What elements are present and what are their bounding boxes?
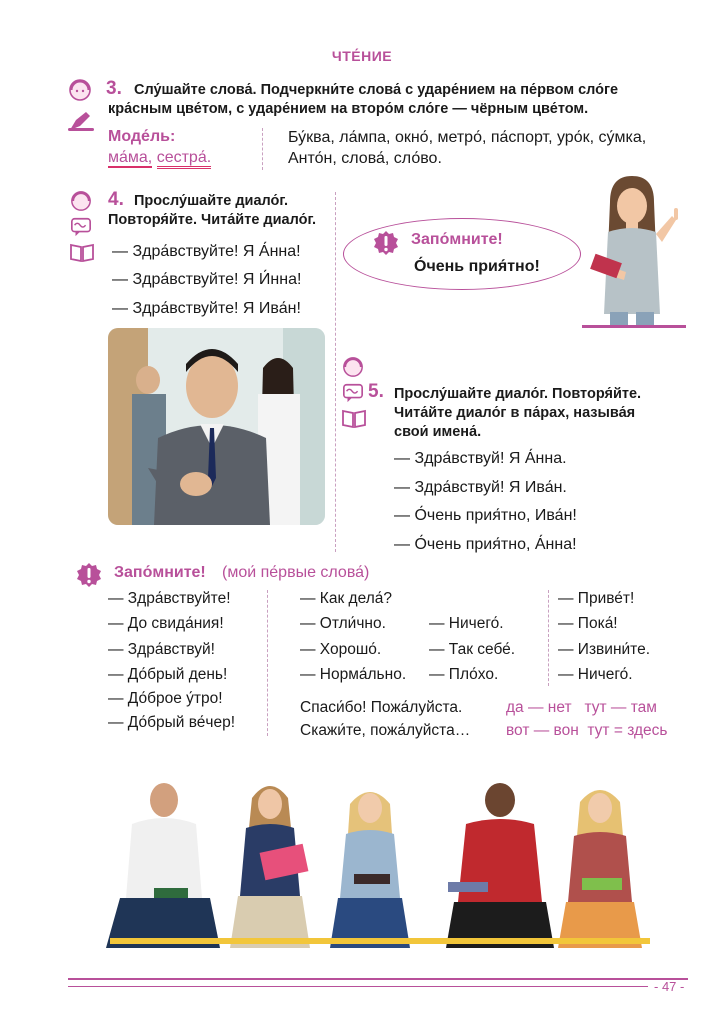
dialog-line: — Здра́вствуй! Я Ива́н. — [394, 479, 567, 496]
phrase-item: — До́брое у́тро! — [108, 690, 223, 707]
dialog-line: — Здра́вствуйте! Я Ива́н! — [112, 300, 301, 317]
businessman-handshake-photo — [108, 328, 325, 525]
listen-icon — [70, 190, 92, 212]
remember-title: Запо́мните! — [411, 231, 503, 248]
phrase-item: — Так себе́. — [429, 641, 516, 658]
write-hand-icon — [68, 108, 90, 130]
model-example — [108, 149, 211, 167]
exercise-instruction: свои́ имена́. — [394, 424, 482, 440]
phrase-item: — До́брый день! — [108, 666, 228, 683]
word-pairs: да — нет тут — там — [506, 699, 657, 716]
phrase-item: — Приве́т! — [558, 590, 635, 607]
phrase-item: — Как дела́? — [300, 590, 392, 607]
exclamation-icon — [76, 562, 98, 584]
word-list: Анто́н, слова́, сло́во. — [288, 150, 442, 167]
phrase-item: — До́брый ве́чер! — [108, 714, 236, 731]
phrase-item: — Извини́те. — [558, 641, 651, 658]
phrase-item: — Ничего́. — [558, 666, 633, 683]
model-word: ма́ма, — [108, 149, 153, 166]
phrase-item: — Здра́вствуй! — [108, 641, 215, 658]
exercise-number: 5. — [368, 381, 384, 402]
exercise-number: 3. — [106, 78, 122, 99]
remember-subtitle: (мои́ пе́рвые слова́) — [222, 564, 370, 581]
footer-line — [68, 986, 648, 987]
exercise-instruction: Слу́шайте слова́. Подчеркни́те слова́ с ударе́нием на пе́рвом сло́ге — [134, 82, 619, 98]
phrase-item: — До свида́ния! — [108, 615, 224, 632]
decorative-underline — [582, 325, 686, 328]
phrase-item: — Хорошо́. — [300, 641, 382, 658]
book-icon — [342, 408, 364, 430]
dialog-line: — О́чень прия́тно, А́нна! — [394, 536, 577, 553]
model-label: Моде́ль: — [108, 128, 176, 145]
dialog-line: — Здра́вствуйте! Я И́нна! — [112, 271, 302, 288]
phrase-item: — Пло́хо. — [429, 666, 499, 683]
phrase-item: — Норма́льно. — [300, 666, 407, 683]
phrase-item: Скажи́те, пожа́луйста… — [300, 722, 471, 739]
girl-with-book-photo — [580, 172, 690, 328]
exercise-number: 4. — [108, 189, 124, 210]
exercise-instruction: кра́сным цве́том, с ударе́нием на второ́м сло́ге — чёрным цве́том. — [108, 101, 589, 117]
listen-icon — [342, 356, 364, 378]
word-list: Бу́ква, ла́мпа, окно́, метро́, па́спорт, уро́к, су́мка, — [288, 129, 647, 146]
book-icon — [70, 242, 92, 264]
footer-line — [68, 978, 688, 980]
dialog-line: — О́чень прия́тно, Ива́н! — [394, 507, 577, 524]
phrase-item: — Ничего́. — [429, 615, 504, 632]
exercise-instruction: Повторя́йте. Чита́йте диало́г. — [108, 212, 317, 228]
exercise-instruction: Прослу́шайте диало́г. — [134, 193, 289, 209]
speech-icon — [342, 382, 364, 404]
dialog-line: — Здра́вствуйте! Я А́нна! — [112, 243, 301, 260]
model-word: сестра́. — [157, 149, 211, 169]
section-title: ЧТЕ́НИЕ — [331, 48, 393, 64]
phrase-item: Спаси́бо! Пожа́луйста. — [300, 699, 463, 716]
exclamation-icon — [373, 230, 395, 252]
phrase-item: — Здра́вствуйте! — [108, 590, 231, 607]
dialog-line: — Здра́вствуй! Я А́нна. — [394, 450, 567, 467]
remember-title: Запо́мните! — [114, 564, 206, 581]
exercise-instruction: Чита́йте диало́г в па́рах, называ́я — [394, 405, 636, 421]
remember-text: О́чень прия́тно! — [414, 258, 540, 275]
listen-icon — [68, 78, 90, 100]
exercise-instruction: Прослу́шайте диало́г. Повторя́йте. — [394, 386, 642, 402]
students-group-photo — [70, 778, 690, 956]
speech-icon — [70, 216, 92, 238]
phrase-item: — Пока́! — [558, 615, 618, 632]
phrase-item: — Отли́чно. — [300, 615, 386, 632]
word-pairs: вот — вон тут = здесь — [506, 722, 668, 739]
page-number: - 47 - — [654, 979, 685, 994]
